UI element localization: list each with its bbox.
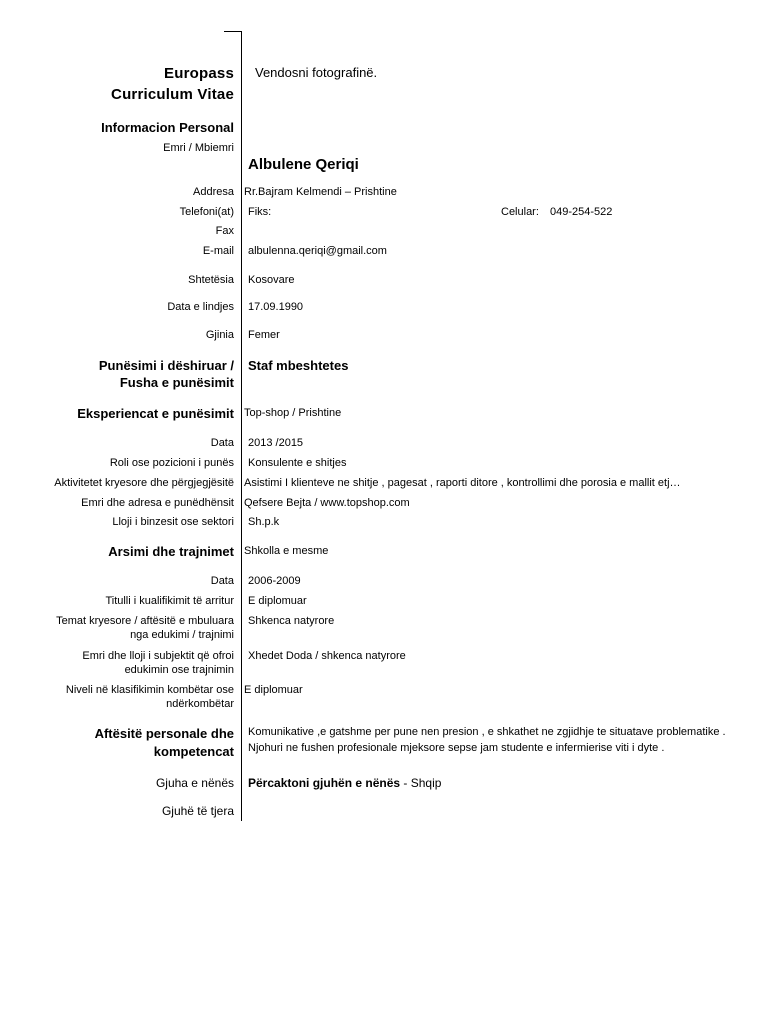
mother-tongue-value: Shqip	[410, 776, 442, 790]
email-label: E-mail	[202, 245, 234, 257]
level-label-line1: Niveli në klasifikimin kombëtar ose	[65, 684, 234, 696]
skills-title-line1: Aftësitë personale dhe	[94, 726, 234, 741]
mother-tongue-prompt[interactable]: Përcaktoni gjuhën e nënës	[248, 776, 401, 790]
subjects-value: Shkenca natyrore	[248, 615, 335, 627]
other-languages-label: Gjuhë të tjera	[161, 804, 234, 818]
education-section-value: Shkolla e mesme	[244, 545, 329, 557]
role-label: Roli ose pozicioni i punës	[109, 457, 234, 469]
employer-value: Qefsere Bejta / www.topshop.com	[244, 497, 410, 509]
sector-value: Sh.p.k	[248, 516, 280, 528]
column-divider	[241, 31, 242, 821]
fax-label: Fax	[215, 225, 234, 237]
brand-cv: Curriculum Vitae	[111, 86, 234, 103]
org-value: Xhedet Doda / shkenca natyrore	[248, 650, 406, 662]
birthdate-value: 17.09.1990	[248, 301, 304, 313]
mother-tongue-value-line	[248, 776, 441, 790]
skills-title-line2: kompetencat	[153, 744, 234, 759]
address-value: Rr.Bajram Kelmendi – Prishtine	[244, 186, 397, 198]
phone-mobile-label: Celular:	[501, 206, 539, 218]
gender-value: Femer	[248, 329, 280, 341]
experience-section-value: Top-shop / Prishtine	[244, 407, 342, 419]
divider-top-tick	[224, 31, 242, 32]
address-label: Addresa	[193, 186, 234, 198]
gender-label: Gjinia	[205, 329, 234, 341]
employer-label: Emri dhe adresa e punëdhënsit	[81, 497, 234, 509]
qualification-value: E diplomuar	[248, 595, 307, 607]
nationality-label: Shtetësia	[188, 274, 234, 286]
desired-value: Staf mbeshtetes	[248, 358, 349, 373]
activities-label: Aktivitetet kryesore dhe përgjegjësitë	[54, 477, 234, 489]
photo-placeholder[interactable]: Vendosni fotografinë.	[255, 65, 378, 80]
mother-tongue-separator: -	[400, 776, 411, 790]
skills-value-line2: Njohuri ne fushen profesionale mjeksore sepse jam studente e infermierise viti i dyte .	[248, 742, 665, 754]
activities-value: Asistimi I klienteve ne shitje , pagesat , raporti ditore , kontrollimi dhe porosia e mallit etj…	[244, 477, 681, 489]
experience-date-label: Data	[210, 437, 234, 449]
org-label-line2: edukimin ose trajnimin	[124, 664, 234, 676]
org-label-line1: Emri dhe lloji i subjektit që ofroi	[82, 650, 234, 662]
desired-label-line2: Fusha e punësimit	[119, 375, 234, 390]
subjects-label-line2: nga edukimi / trajnimi	[130, 629, 234, 641]
experience-date-value: 2013 /2015	[248, 437, 304, 449]
birthdate-label: Data e lindjes	[167, 301, 234, 313]
level-value: E diplomuar	[244, 684, 303, 696]
phone-fixed-label: Fiks:	[248, 206, 272, 218]
section-title-education: Arsimi dhe trajnimet	[108, 544, 234, 559]
name-label: Emri / Mbiemri	[163, 142, 234, 154]
section-title-experience: Eksperiencat e punësimit	[77, 406, 234, 421]
qualification-label: Titulli i kualifikimit të arritur	[105, 595, 234, 607]
phone-label: Telefoni(at)	[179, 206, 234, 218]
education-date-value: 2006-2009	[248, 575, 301, 587]
mother-tongue-label: Gjuha e nënës	[155, 776, 234, 790]
nationality-value: Kosovare	[248, 274, 295, 286]
desired-label-line1: Punësimi i dëshiruar /	[98, 358, 234, 373]
email-value: albulenna.qeriqi@gmail.com	[248, 245, 387, 257]
role-value: Konsulente e shitjes	[248, 457, 347, 469]
sector-label: Lloji i binzesit ose sektori	[112, 516, 234, 528]
phone-mobile-value: 049-254-522	[550, 206, 613, 218]
brand-europass: Europass	[164, 65, 234, 82]
education-date-label: Data	[210, 575, 234, 587]
skills-value-line1: Komunikative ,e gatshme per pune nen presion , e shkathet ne zgjidhje te situatave problematike .	[248, 726, 726, 738]
subjects-label-line1: Temat kryesore / aftësitë e mbuluara	[56, 615, 234, 627]
name-value: Albulene Qeriqi	[248, 156, 359, 173]
level-label-line2: ndërkombëtar	[166, 698, 234, 710]
section-title-personal: Informacion Personal	[101, 120, 234, 135]
